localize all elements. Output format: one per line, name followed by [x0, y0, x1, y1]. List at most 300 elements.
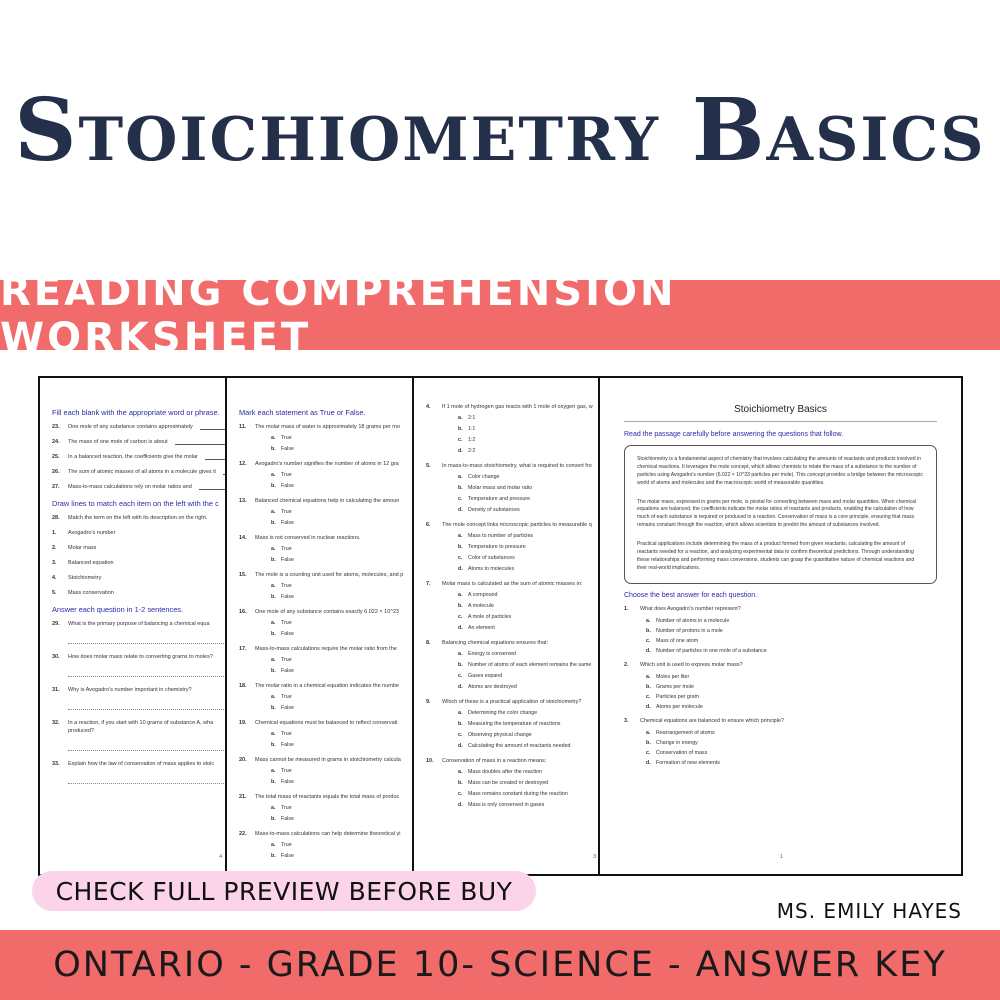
answer-option — [426, 651, 610, 657]
answer-option — [426, 555, 610, 561]
question-item — [624, 718, 937, 724]
list-item: 29. What is the primary purpose of balancing a chemical equa — [52, 621, 210, 627]
option-text: Atoms are destroyed — [468, 684, 517, 690]
answer-option-true — [239, 509, 423, 515]
question-number: 21. — [239, 794, 247, 800]
option-text: False — [281, 668, 294, 674]
option-letter: a. — [271, 546, 276, 552]
answer-option-true — [239, 805, 423, 811]
option-letter: a. — [458, 415, 463, 421]
option-letter: a. — [646, 729, 651, 736]
option-text: True — [281, 805, 292, 811]
passage-instruction: Read the passage carefully before answering the questions that follow. — [624, 431, 844, 438]
option-text: Temperature and pressure — [468, 496, 531, 502]
question-text: Molar mass is calculated as the sum of atomic masses in: — [442, 581, 583, 587]
answer-option — [426, 603, 610, 609]
question-group — [426, 463, 610, 513]
answer-option — [426, 662, 610, 668]
option-text: Number of protons in a mole — [656, 627, 723, 634]
page-number: 1 — [780, 854, 783, 860]
question-number: 19. — [239, 720, 247, 726]
option-letter: a. — [458, 592, 463, 598]
option-text: Mass can be created or destroyed — [468, 780, 549, 786]
question-text: The total mass of reactants equals the total mass of produc — [255, 794, 400, 800]
question-number: 14. — [239, 535, 247, 541]
option-letter: c. — [458, 732, 463, 738]
answer-option — [624, 628, 937, 634]
question-group — [239, 720, 423, 748]
answer-option — [426, 448, 610, 454]
question-item — [239, 831, 423, 837]
question-text: Balancing chemical equations ensures that: — [442, 640, 549, 646]
worksheet-page-1 — [598, 376, 963, 876]
question-number: 13. — [239, 498, 247, 504]
option-letter: c. — [458, 437, 463, 443]
option-letter: b. — [458, 603, 463, 609]
short-answer-heading: Answer each question in 1-2 sentences. — [52, 605, 184, 614]
option-text: False — [281, 594, 294, 600]
question-group — [426, 404, 610, 454]
question-text: Which unit is used to express molar mass? — [640, 661, 743, 668]
option-text: Observing physical change — [468, 732, 532, 738]
option-text: False — [281, 631, 294, 637]
answer-option-true — [239, 694, 423, 700]
option-letter: d. — [458, 625, 463, 631]
answer-option-false — [239, 631, 423, 637]
question-item — [426, 699, 610, 705]
question-group — [239, 572, 423, 600]
answer-option — [426, 743, 610, 749]
answer-option — [426, 437, 610, 443]
option-text: Determining the color change — [468, 710, 538, 716]
answer-option — [426, 415, 610, 421]
option-text: False — [281, 520, 294, 526]
answer-option-true — [239, 657, 423, 663]
question-number: 2. — [624, 661, 629, 668]
author-name: MS. EMILY HAYES — [776, 899, 962, 923]
list-item-continued: produced? — [68, 728, 94, 734]
question-group — [239, 461, 423, 489]
question-text: Mass-to-mass calculations can help determine theoretical yi — [255, 831, 401, 837]
question-item — [426, 404, 610, 410]
option-letter: c. — [458, 614, 463, 620]
list-item: 27. Mass-to-mass calculations rely on molar ratios and — [52, 484, 236, 490]
question-item — [239, 424, 423, 430]
question-number: 7. — [426, 581, 431, 587]
option-letter: b. — [271, 520, 276, 526]
question-text: The molar mass of water is approximately 18 grams per mo — [255, 424, 400, 430]
answer-option — [426, 710, 610, 716]
question-item — [239, 720, 423, 726]
question-text: Avogadro's number signifies the number of atoms in 12 gra — [255, 461, 399, 467]
match-heading: Draw lines to match each item on the left with the c — [52, 499, 219, 508]
answer-option — [624, 684, 937, 690]
answer-option — [426, 507, 610, 513]
page-number: 3 — [593, 854, 596, 860]
question-group — [239, 831, 423, 859]
question-text: Mass cannot be measured in grams in stoichiometry calcula — [255, 757, 401, 763]
question-text: The molar ratio in a chemical equation indicates the numbe — [255, 683, 399, 689]
question-group — [239, 683, 423, 711]
question-number: 9. — [426, 699, 431, 705]
option-letter: b. — [271, 631, 276, 637]
question-item — [239, 646, 423, 652]
answer-option-true — [239, 546, 423, 552]
product-title: Stoichiometry Basics — [14, 80, 986, 181]
question-item — [426, 522, 610, 528]
question-text: Conservation of mass in a reaction means: — [442, 758, 547, 764]
question-number: 20. — [239, 757, 247, 763]
option-letter: d. — [458, 566, 463, 572]
list-item: 25. In a balanced reaction, the coefficients give the molar — [52, 454, 236, 460]
question-item — [426, 581, 610, 587]
option-text: Color change — [468, 474, 500, 480]
option-text: A mole of particles — [468, 614, 512, 620]
question-group — [239, 794, 423, 822]
answer-option-true — [239, 842, 423, 848]
list-item: 28. Match the term on the left with its description on the right. — [52, 515, 208, 521]
option-letter: b. — [646, 739, 651, 746]
list-item: 30. How does molar mass relate to converting grams to moles? — [52, 654, 213, 660]
question-group — [239, 646, 423, 674]
question-item — [426, 463, 610, 469]
option-text: 2:2 — [468, 448, 476, 454]
option-letter: a. — [271, 509, 276, 515]
option-letter: a. — [271, 768, 276, 774]
question-number: 3. — [624, 717, 629, 724]
list-item: 23. One mole of any substance contains approximately — [52, 424, 236, 430]
question-item — [239, 794, 423, 800]
option-letter: b. — [271, 853, 276, 859]
option-letter: c. — [646, 749, 651, 756]
list-item: 24. The mass of one mole of carbon is about — [52, 439, 236, 445]
question-number: 15. — [239, 572, 247, 578]
subtitle-banner — [0, 269, 1000, 361]
option-letter: a. — [458, 533, 463, 539]
option-text: True — [281, 768, 292, 774]
question-text: Balanced chemical equations help in calculating the amoun — [255, 498, 400, 504]
question-number: 4. — [426, 404, 431, 410]
question-text: What does Avogadro's number represent? — [640, 605, 741, 612]
list-item: 33. Explain how the law of conservation of mass applies to stoic — [52, 761, 215, 767]
option-text: Particles per gram — [656, 693, 699, 700]
question-group — [624, 662, 937, 710]
option-text: Rearrangement of atoms — [656, 729, 715, 736]
option-text: Number of particles in one mole of a substance — [656, 647, 767, 654]
answer-option-false — [239, 705, 423, 711]
question-number: 12. — [239, 461, 247, 467]
option-letter: a. — [271, 583, 276, 589]
option-letter: b. — [271, 742, 276, 748]
passage-paragraph: Stoichiometry is a fundamental aspect of chemistry that involves calculating the amounts of reactants and products involved in chemical reactions. It leverages the mole concept, which allows chemists to relate the mass of a substance to the number of particles using Avogadro's number (6.022 × 10^23 particles per mole). This concept provides a bridge between the microscopic world of atoms and molecules and the macroscopic world of measurable quantities. — [637, 456, 923, 486]
answer-option — [426, 684, 610, 690]
answer-option — [426, 791, 610, 797]
question-text: Chemical equations are balanced to ensure which principle? — [640, 717, 784, 724]
question-number: 1. — [624, 605, 629, 612]
answer-option-false — [239, 853, 423, 859]
option-letter: b. — [271, 779, 276, 785]
option-letter: a. — [271, 805, 276, 811]
answer-option-false — [239, 446, 423, 452]
answer-option — [426, 732, 610, 738]
answer-option — [426, 673, 610, 679]
answer-option — [624, 760, 937, 766]
question-text: Chemical equations must be balanced to reflect conservati — [255, 720, 398, 726]
answer-option — [624, 730, 937, 736]
question-number: 16. — [239, 609, 247, 615]
question-number: 6. — [426, 522, 431, 528]
option-text: True — [281, 842, 292, 848]
option-text: True — [281, 694, 292, 700]
question-item — [426, 758, 610, 764]
answer-option-false — [239, 779, 423, 785]
passage-paragraph: The molar mass, expressed in grams per mole, is pivotal for converting between mass and molar quantities. When chemical equations are balanced, the coefficients indicate the molar ratios of reactants and products, enabling the calculation of how much of each substance is required or produced in a reaction. Conservation of mass is a core principle, ensuring that mass remains constant through the reaction, which allows scientists to predict the amount of substances involved. — [637, 498, 917, 529]
answer-option — [426, 474, 610, 480]
preview-label: CHECK FULL PREVIEW BEFORE BUY — [55, 876, 513, 906]
option-letter: b. — [271, 557, 276, 563]
question-item — [239, 461, 423, 467]
option-text: Mass remains constant during the reaction — [468, 791, 568, 797]
option-letter: b. — [271, 668, 276, 674]
option-letter: a. — [271, 472, 276, 478]
question-group — [624, 718, 937, 766]
option-text: Conservation of mass — [656, 749, 708, 756]
list-item: 3. Balanced equation — [52, 560, 114, 566]
footer-banner — [0, 930, 1000, 1000]
option-text: 1:2 — [468, 437, 476, 443]
worksheet-page-true-false — [225, 376, 425, 876]
fill-heading: Fill each blank with the appropriate word or phrase. — [52, 408, 220, 417]
question-group — [239, 609, 423, 637]
question-group — [239, 535, 423, 563]
mc-heading: Choose the best answer for each question. — [624, 591, 758, 599]
option-text: Molar mass and molar ratio — [468, 485, 533, 491]
option-text: Color of substances — [468, 555, 515, 561]
option-text: Atoms to molecules — [468, 566, 515, 572]
answer-option — [426, 533, 610, 539]
answer-option — [426, 426, 610, 432]
option-letter: d. — [646, 647, 651, 654]
answer-option-false — [239, 594, 423, 600]
option-text: Formation of new elements — [656, 759, 720, 766]
option-letter: d. — [458, 507, 463, 513]
option-text: False — [281, 816, 294, 822]
option-letter: a. — [646, 617, 651, 624]
question-item — [426, 640, 610, 646]
option-text: Temperature to pressure — [468, 544, 526, 550]
question-item — [239, 498, 423, 504]
option-text: Grams per mole — [656, 683, 694, 690]
option-letter: b. — [458, 780, 463, 786]
question-group — [426, 758, 610, 808]
option-text: False — [281, 557, 294, 563]
question-item — [624, 606, 937, 612]
option-letter: d. — [646, 703, 651, 710]
answer-option — [624, 704, 937, 710]
option-text: Atoms per molecule — [656, 703, 703, 710]
option-text: True — [281, 546, 292, 552]
question-text: Mass is not conserved in nuclear reactions. — [255, 535, 361, 541]
option-text: Gases expand — [468, 673, 503, 679]
question-text: If 1 mole of hydrogen gas reacts with 1 mole of oxygen gas, w — [442, 404, 593, 410]
option-text: Mass to number of particles — [468, 533, 534, 539]
option-text: False — [281, 779, 294, 785]
option-letter: d. — [646, 759, 651, 766]
answer-option — [624, 694, 937, 700]
list-item: 32. In a reaction, if you start with 10 grams of substance A, wha — [52, 720, 214, 726]
option-text: True — [281, 620, 292, 626]
question-number: 11. — [239, 424, 247, 430]
option-letter: d. — [458, 802, 463, 808]
option-text: Number of atoms of each element remains the same — [468, 662, 592, 668]
option-text: True — [281, 657, 292, 663]
option-text: Moles per liter — [656, 673, 690, 680]
option-letter: a. — [271, 620, 276, 626]
option-text: True — [281, 472, 292, 478]
question-item — [239, 572, 423, 578]
option-text: Mass is only conserved in gases — [468, 802, 545, 808]
question-text: The mole concept links microscopic particles to measurable q — [442, 522, 592, 528]
preview-badge — [32, 871, 536, 911]
option-letter: b. — [271, 594, 276, 600]
option-letter: b. — [458, 721, 463, 727]
option-text: Density of substances — [468, 507, 520, 513]
option-text: Energy is conserved — [468, 651, 516, 657]
question-text: Mass-to-mass calculations require the molar ratio from the — [255, 646, 397, 652]
option-letter: a. — [458, 651, 463, 657]
answer-option-false — [239, 668, 423, 674]
option-letter: c. — [458, 673, 463, 679]
option-text: Mass of one atom — [656, 637, 699, 644]
answer-option-false — [239, 742, 423, 748]
option-letter: c. — [458, 496, 463, 502]
question-group — [624, 606, 937, 654]
option-letter: a. — [271, 694, 276, 700]
option-text: Measuring the temperature of reactions — [468, 721, 561, 727]
passage-paragraph: Practical applications include determining the mass of a product formed from given reactants, calculating the amount of reactants needed for a reaction, and analyzing experimental data to confirm theoretical predictions. Through understanding these relationships and performing mass conversions, students can grasp the quantitative nature of chemical reactions and their real-world implications. — [637, 541, 915, 571]
question-number: 5. — [426, 463, 431, 469]
option-letter: b. — [271, 483, 276, 489]
answer-option-true — [239, 583, 423, 589]
answer-option-false — [239, 520, 423, 526]
answer-option — [426, 614, 610, 620]
answer-option — [624, 648, 937, 654]
option-text: False — [281, 742, 294, 748]
option-letter: a. — [271, 435, 276, 441]
option-letter: c. — [458, 791, 463, 797]
answer-option — [624, 674, 937, 680]
question-item — [239, 609, 423, 615]
option-letter: b. — [646, 627, 651, 634]
option-text: False — [281, 853, 294, 859]
question-group — [426, 699, 610, 749]
option-letter: d. — [458, 684, 463, 690]
answer-option-true — [239, 768, 423, 774]
option-letter: a. — [271, 842, 276, 848]
question-item — [239, 757, 423, 763]
option-letter: b. — [646, 683, 651, 690]
list-item: 4. Stoichiometry — [52, 575, 102, 581]
worksheet-page-3 — [412, 376, 612, 876]
question-number: 17. — [239, 646, 247, 652]
answer-option — [624, 638, 937, 644]
question-item — [624, 662, 937, 668]
answer-option-true — [239, 731, 423, 737]
answer-option — [426, 780, 610, 786]
answer-option — [426, 769, 610, 775]
answer-option — [426, 544, 610, 550]
option-text: True — [281, 731, 292, 737]
answer-option — [426, 496, 610, 502]
list-item: 2. Molar mass — [52, 545, 97, 551]
option-letter: a. — [271, 657, 276, 663]
true-false-heading: Mark each statement as True or False. — [239, 408, 366, 417]
answer-option-false — [239, 483, 423, 489]
page-number: 4 — [219, 854, 222, 860]
option-text: True — [281, 435, 292, 441]
answer-option-false — [239, 557, 423, 563]
option-letter: c. — [458, 555, 463, 561]
option-letter: d. — [458, 743, 463, 749]
option-text: Mass doubles after the reaction — [468, 769, 542, 775]
answer-option — [624, 750, 937, 756]
option-text: An element — [468, 625, 495, 631]
option-letter: a. — [271, 731, 276, 737]
question-text: One mole of any substance contains exactly 6.022 × 10^23 — [255, 609, 399, 615]
option-text: 2:1 — [468, 415, 476, 421]
question-number: 22. — [239, 831, 247, 837]
option-text: 1:1 — [468, 426, 476, 432]
option-letter: c. — [646, 637, 651, 644]
option-text: False — [281, 483, 294, 489]
question-group — [239, 424, 423, 452]
question-group — [426, 581, 610, 631]
option-letter: a. — [458, 769, 463, 775]
option-text: True — [281, 583, 292, 589]
worksheet-page-4 — [38, 376, 238, 876]
question-text: Which of these is a practical application of stoichiometry? — [442, 699, 582, 705]
answer-option-false — [239, 816, 423, 822]
answer-option — [426, 592, 610, 598]
option-text: False — [281, 446, 294, 452]
option-letter: b. — [458, 544, 463, 550]
option-letter: b. — [271, 816, 276, 822]
option-letter: b. — [458, 426, 463, 432]
answer-option — [426, 721, 610, 727]
answer-option — [624, 740, 937, 746]
question-text: The mole is a counting unit used for atoms, molecules, and p — [255, 572, 404, 578]
answer-option — [426, 625, 610, 631]
page-title: Stoichiometry Basics — [624, 404, 937, 422]
question-group — [426, 640, 610, 690]
option-text: Calculating the amount of reactants needed — [468, 743, 571, 749]
question-text: In mass-to-mass stoichiometry, what is required to convert fro — [442, 463, 592, 469]
option-letter: a. — [458, 474, 463, 480]
option-text: True — [281, 509, 292, 515]
option-letter: b. — [458, 485, 463, 491]
answer-option — [426, 566, 610, 572]
subtitle-text: READING COMPREHENSION WORKSHEET — [0, 269, 677, 361]
answer-option-true — [239, 620, 423, 626]
answer-option — [426, 485, 610, 491]
list-item: 5. Mass conservation — [52, 590, 114, 596]
option-letter: a. — [646, 673, 651, 680]
footer-text: ONTARIO - GRADE 10- SCIENCE - ANSWER KEY — [53, 945, 947, 985]
option-text: Number of atoms in a molecule — [656, 617, 730, 624]
option-letter: c. — [646, 693, 651, 700]
option-letter: b. — [271, 705, 276, 711]
option-letter: b. — [271, 446, 276, 452]
